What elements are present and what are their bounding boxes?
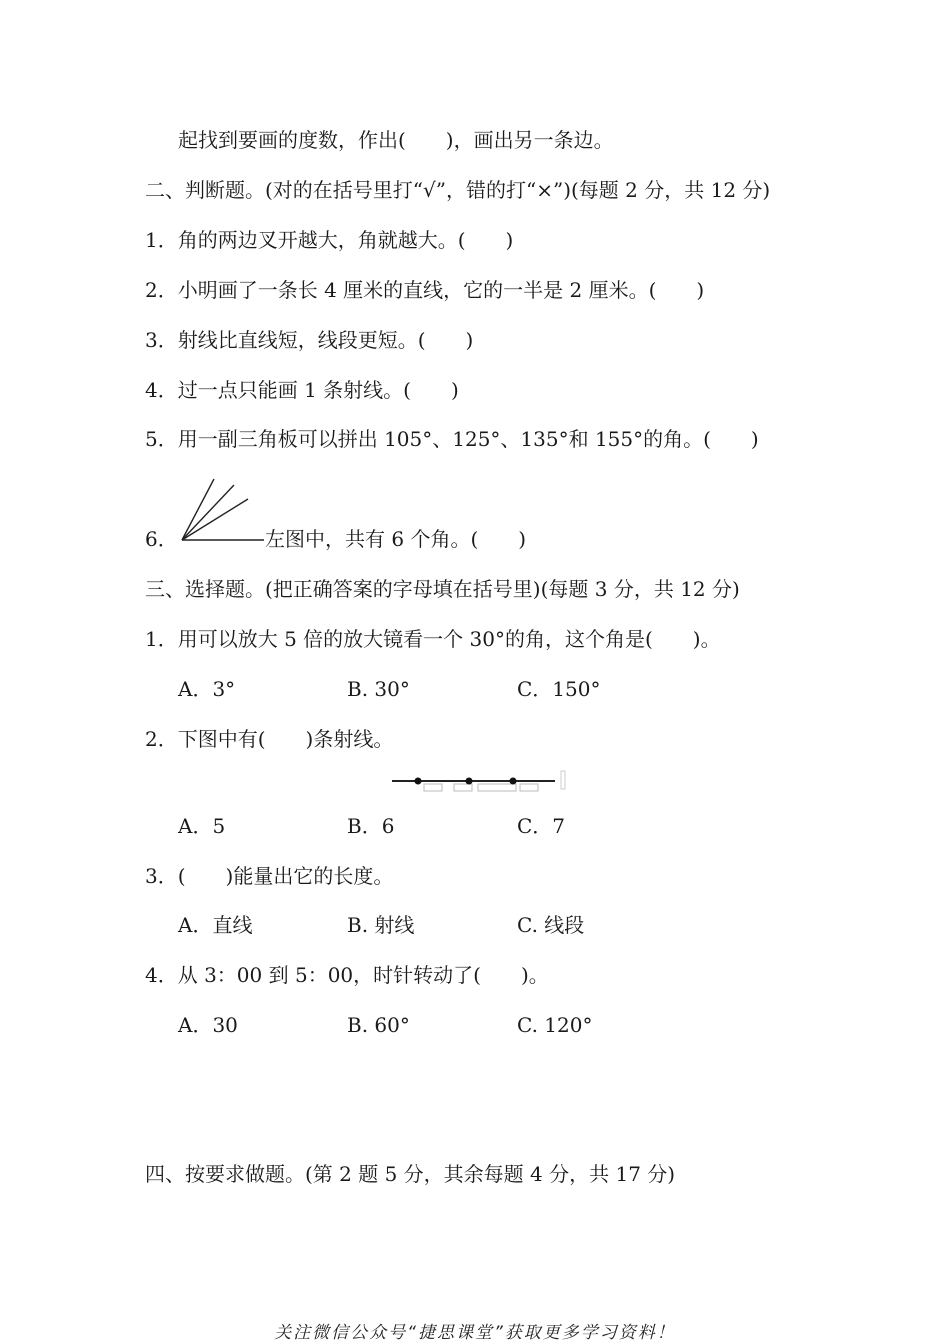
choice-q3-option-b: B. 射线	[347, 913, 415, 937]
continuation-line: 起找到要画的度数，作出( )，画出另一条边。	[178, 128, 614, 152]
choice-q4-option-c: C. 120°	[517, 1013, 593, 1037]
choice-q2-option-a: A．5	[178, 814, 226, 838]
label-box-4	[520, 784, 538, 791]
footer-note: 关注微信公众号“捷思课堂”获取更多学习资料！	[274, 1323, 676, 1343]
judge-item-4: 4．过一点只能画 1 条射线。( )	[145, 378, 459, 402]
choice-q3-option-a: A．直线	[178, 913, 253, 937]
angle-rays-figure	[178, 475, 268, 547]
line-with-points-figure	[390, 768, 570, 794]
section2-title: 二、判断题。(对的在括号里打“√”，错的打“×”)(每题 2 分，共 12 分)	[145, 178, 771, 202]
choice-q1-option-b: B. 30°	[347, 677, 410, 701]
label-box-1	[424, 784, 442, 791]
judge-item-6-text: 左图中，共有 6 个角。( )	[265, 527, 527, 551]
point-b	[466, 778, 473, 785]
choice-q4-option-a: A．30	[178, 1013, 238, 1037]
judge-item-5: 5．用一副三角板可以拼出 105°、125°、135°和 155°的角。( )	[145, 427, 759, 451]
point-a	[415, 778, 422, 785]
judge-item-3: 3．射线比直线短，线段更短。( )	[145, 328, 474, 352]
section3-title: 三、选择题。(把正确答案的字母填在括号里)(每题 3 分，共 12 分)	[145, 577, 740, 601]
label-box-5	[561, 771, 565, 789]
choice-q1-stem: 1．用可以放大 5 倍的放大镜看一个 30°的角，这个角是( )。	[145, 627, 721, 651]
choice-q4-option-b: B. 60°	[347, 1013, 410, 1037]
choice-q2-option-b: B．6	[347, 814, 395, 838]
point-c	[510, 778, 517, 785]
choice-q3-stem: 3．( )能量出它的长度。	[145, 864, 394, 888]
judge-item-2: 2．小明画了一条长 4 厘米的直线，它的一半是 2 厘米。( )	[145, 278, 705, 302]
judge-item-1: 1．角的两边叉开越大，角就越大。( )	[145, 228, 514, 252]
choice-q1-option-a: A．3°	[178, 677, 236, 701]
choice-q2-option-c: C．7	[517, 814, 566, 838]
choice-q3-option-c: C. 线段	[517, 913, 585, 937]
section4-title: 四、按要求做题。(第 2 题 5 分，其余每题 4 分，共 17 分)	[145, 1162, 676, 1186]
label-box-3	[478, 784, 516, 791]
label-box-2	[454, 784, 472, 791]
choice-q2-stem: 2．下图中有( )条射线。	[145, 727, 394, 751]
judge-item-6-number: 6．	[145, 527, 178, 551]
choice-q1-option-c: C．150°	[517, 677, 601, 701]
choice-q4-stem: 4．从 3：00 到 5：00，时针转动了( )。	[145, 963, 549, 987]
